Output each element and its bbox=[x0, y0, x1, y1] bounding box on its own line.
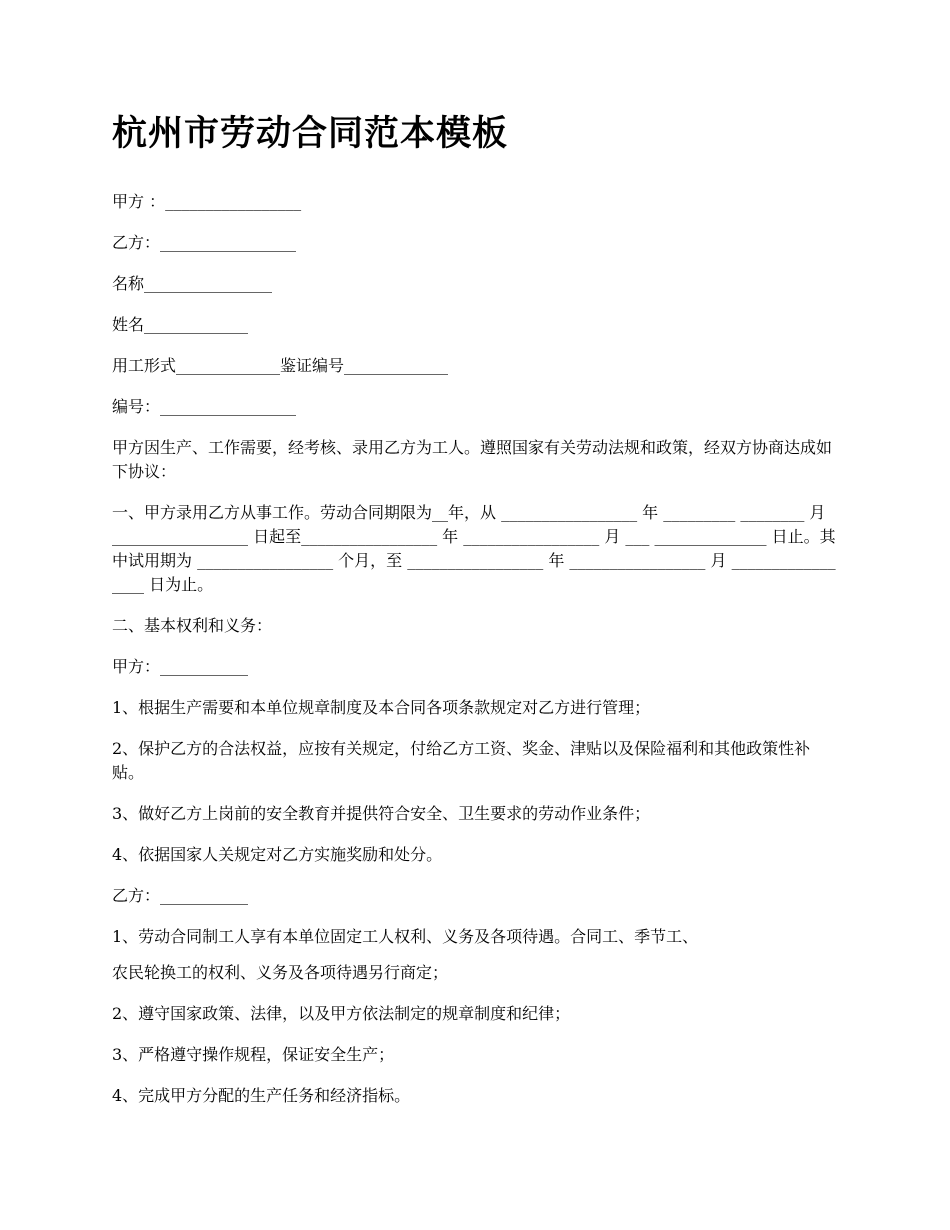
employment-form-field: 用工形式_____________鉴证编号_____________ bbox=[112, 356, 449, 375]
party-a-item: 3、做好乙方上岗前的安全教育并提供符合安全、卫生要求的劳动作业条件； bbox=[112, 804, 651, 823]
number-field: 编号：_________________ bbox=[112, 397, 297, 416]
party-b-item: 2、遵守国家政策、法律，以及甲方依法制定的规章制度和纪律； bbox=[112, 1004, 571, 1023]
party-b-field: 乙方：_________________ bbox=[112, 233, 297, 252]
party-a-item: 1、根据生产需要和本单位规章制度及本合同各项条款规定对乙方进行管理； bbox=[112, 698, 651, 717]
party-a-item: 4、依据国家人关规定对乙方实施奖励和处分。 bbox=[112, 845, 443, 864]
clause-two-heading: 二、基本权利和义务： bbox=[112, 616, 273, 635]
party-a-item: 2、保护乙方的合法权益，应按有关规定，付给乙方工资、奖金、津贴以及保险福利和其他政策性补贴。 bbox=[112, 739, 811, 782]
clause-one-paragraph: 一、甲方录用乙方从事工作。劳动合同期限为__年，从 _________________ 年 _________ ________ 月 _________________ 日起至_________________ 年 _________________ 月 ___ ______________ 日止。其中试用期为 _________________ 个月，至 _________________ 年 _________________ 月 _________________ 日为止。 bbox=[112, 503, 836, 594]
intro-paragraph: 甲方因生产、工作需要，经考核、录用乙方为工人。遵照国家有关劳动法规和政策，经双方协商达成如下协议： bbox=[112, 438, 833, 481]
party-b-item: 农民轮换工的权利、义务及各项待遇另行商定； bbox=[112, 963, 449, 982]
party-a-section-label: 甲方：___________ bbox=[112, 657, 249, 676]
party-b-item: 3、严格遵守操作规程，保证安全生产； bbox=[112, 1045, 395, 1064]
name-field: 名称________________ bbox=[112, 274, 273, 293]
page-title: 杭州市劳动合同范本模板 bbox=[112, 114, 509, 154]
party-b-section-label: 乙方：___________ bbox=[112, 886, 249, 905]
party-b-item: 4、完成甲方分配的生产任务和经济指标。 bbox=[112, 1086, 411, 1105]
party-b-item: 1、劳动合同制工人享有本单位固定工人权利、义务及各项待遇。合同工、季节工、 bbox=[112, 927, 699, 946]
party-a-field: 甲方 ：_________________ bbox=[112, 192, 302, 211]
person-name-field: 姓名_____________ bbox=[112, 315, 249, 334]
